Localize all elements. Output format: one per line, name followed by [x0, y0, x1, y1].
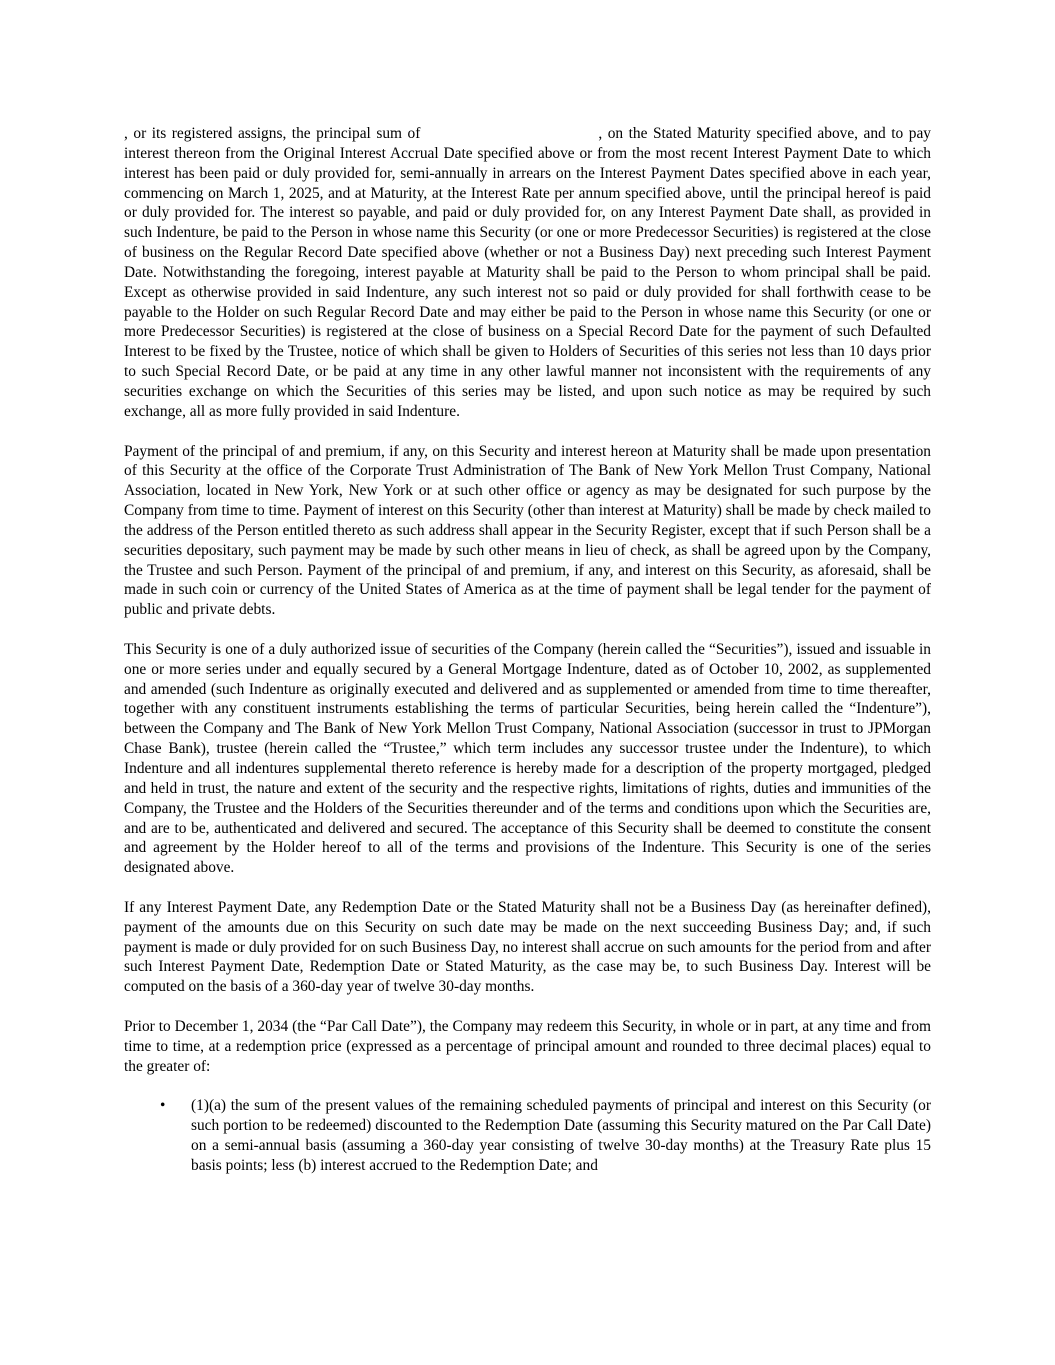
paragraph-principal-and-interest: [124, 124, 931, 422]
list-item-text: (1)(a) the sum of the present values of the remaining scheduled payments of principal and interest on this Security (or such portion to be redeemed) discounted to the Redemption Date (assuming this Security matured on the Par Call Date) on a semi-annual basis (assuming a 360-day year consisting of twelve 30-day months) at the Treasury Rate plus 15 basis points; less (b) interest accrued to the Redemption Date; and: [191, 1097, 931, 1174]
bullet-icon: •: [160, 1097, 166, 1115]
list-item: [124, 1096, 931, 1175]
paragraph-body-text: , on the Stated Maturity specified above, and to pay interest thereon from the Original Interest Accrual Date specified above or from the most recent Interest Payment Date to which interest has been paid or duly provided for, semi-annually in arrears on the Interest Payment Dates specified above in each year, commencing on March 1, 2025, and at Maturity, at the Interest Rate per annum specified above, until the principal hereof is paid or duly provided for. The interest so payable, and paid or duly provided for, on any Interest Payment Date shall, as provided in such Indenture, be paid to the Person in whose name this Security (or one or more Predecessor Securities) is registered at the close of business on the Regular Record Date specified above (whether or not a Business Day) next preceding such Interest Payment Date. Notwithstanding the foregoing, interest payable at Maturity shall be paid to the Person to whom principal shall be paid. Except as otherwise provided in said Indenture, any such interest not so paid or duly provided for shall forthwith cease to be payable to the Holder on such Regular Record Date and may either be paid to the Person in whose name this Security (or one or more Predecessor Securities) is registered at the close of business on a Special Record Date for the payment of such Defaulted Interest to be fixed by the Trustee, notice of which shall be given to Holders of Securities of this series not less than 10 days prior to such Special Record Date, or be paid at any time in any other lawful manner not inconsistent with the requirements of any securities exchange on which the Securities of this series may be listed, and upon such notice as may be required by such exchange, all as more fully provided in said Indenture.: [124, 125, 931, 420]
paragraph-payment-of-principal: Payment of the principal of and premium, if any, on this Security and interest hereon at Maturity shall be made upon presentation of this Security at the office of the Corporate Trust Administration of The Bank of New York Mellon Trust Company, National Association, located in New York, New York or at such other office or agency as may be designated for such purpose by the Company from time to time. Payment of interest on this Security (other than interest at Maturity) shall be made by check mailed to the address of the Person entitled thereto as such address shall appear in the Security Register, except that if such Person shall be a securities depositary, such payment may be made by such other means in lieu of check, as shall be agreed upon by the Company, the Trustee and such Person. Payment of the principal of and premium, if any, and interest on this Security, as aforesaid, shall be made in such coin or currency of the United States of America as at the time of payment shall be legal tender for the payment of public and private debts.: [124, 442, 931, 619]
redemption-price-list: [124, 1096, 931, 1175]
paragraph-par-call: Prior to December 1, 2034 (the “Par Call Date”), the Company may redeem this Security, in whole or in part, at any time and from time to time, at a redemption price (expressed as a percentage of principal amount and rounded to three decimal places) equal to the greater of:: [124, 1017, 931, 1075]
paragraph-lead-text: , or its registered assigns, the principal sum of: [124, 125, 421, 142]
paragraph-business-day: If any Interest Payment Date, any Redemption Date or the Stated Maturity shall not be a Business Day (as hereinafter defined), payment of the amounts due on this Security on such date may be made on the next succeeding Business Day; and, if such payment is made or duly provided for on such Business Day, no interest shall accrue on such amounts for the period from and after such Interest Payment Date, Redemption Date or Stated Maturity, as the case may be, to such Business Day. Interest will be computed on the basis of a 360-day year of twelve 30-day months.: [124, 898, 931, 996]
paragraph-indenture: This Security is one of a duly authorized issue of securities of the Company (herein called the “Securities”), issued and issuable in one or more series under and equally secured by a General Mortgage Indenture, dated as of October 10, 2002, as supplemented and amended (such Indenture as originally executed and delivered and as supplemented or amended from time to time thereafter, together with any constituent instruments establishing the terms of particular Securities, being herein called the “Indenture”), between the Company and The Bank of New York Mellon Trust Company, National Association (successor in trust to JPMorgan Chase Bank), trustee (herein called the “Trustee,” which term includes any successor trustee under the Indenture), to which Indenture and all indentures supplemental thereto reference is hereby made for a description of the property mortgaged, pledged and held in trust, the nature and extent of the security and the respective rights, limitations of rights, duties and immunities of the Company, the Trustee and the Holders of the Securities thereunder and of the terms and conditions upon which the Securities are, and are to be, authenticated and delivered and secured. The acceptance of this Security shall be deemed to constitute the consent and agreement by the Holder hereof to all of the terms and provisions of the Indenture. This Security is one of the series designated above.: [124, 640, 931, 877]
document-page: [124, 124, 931, 1176]
